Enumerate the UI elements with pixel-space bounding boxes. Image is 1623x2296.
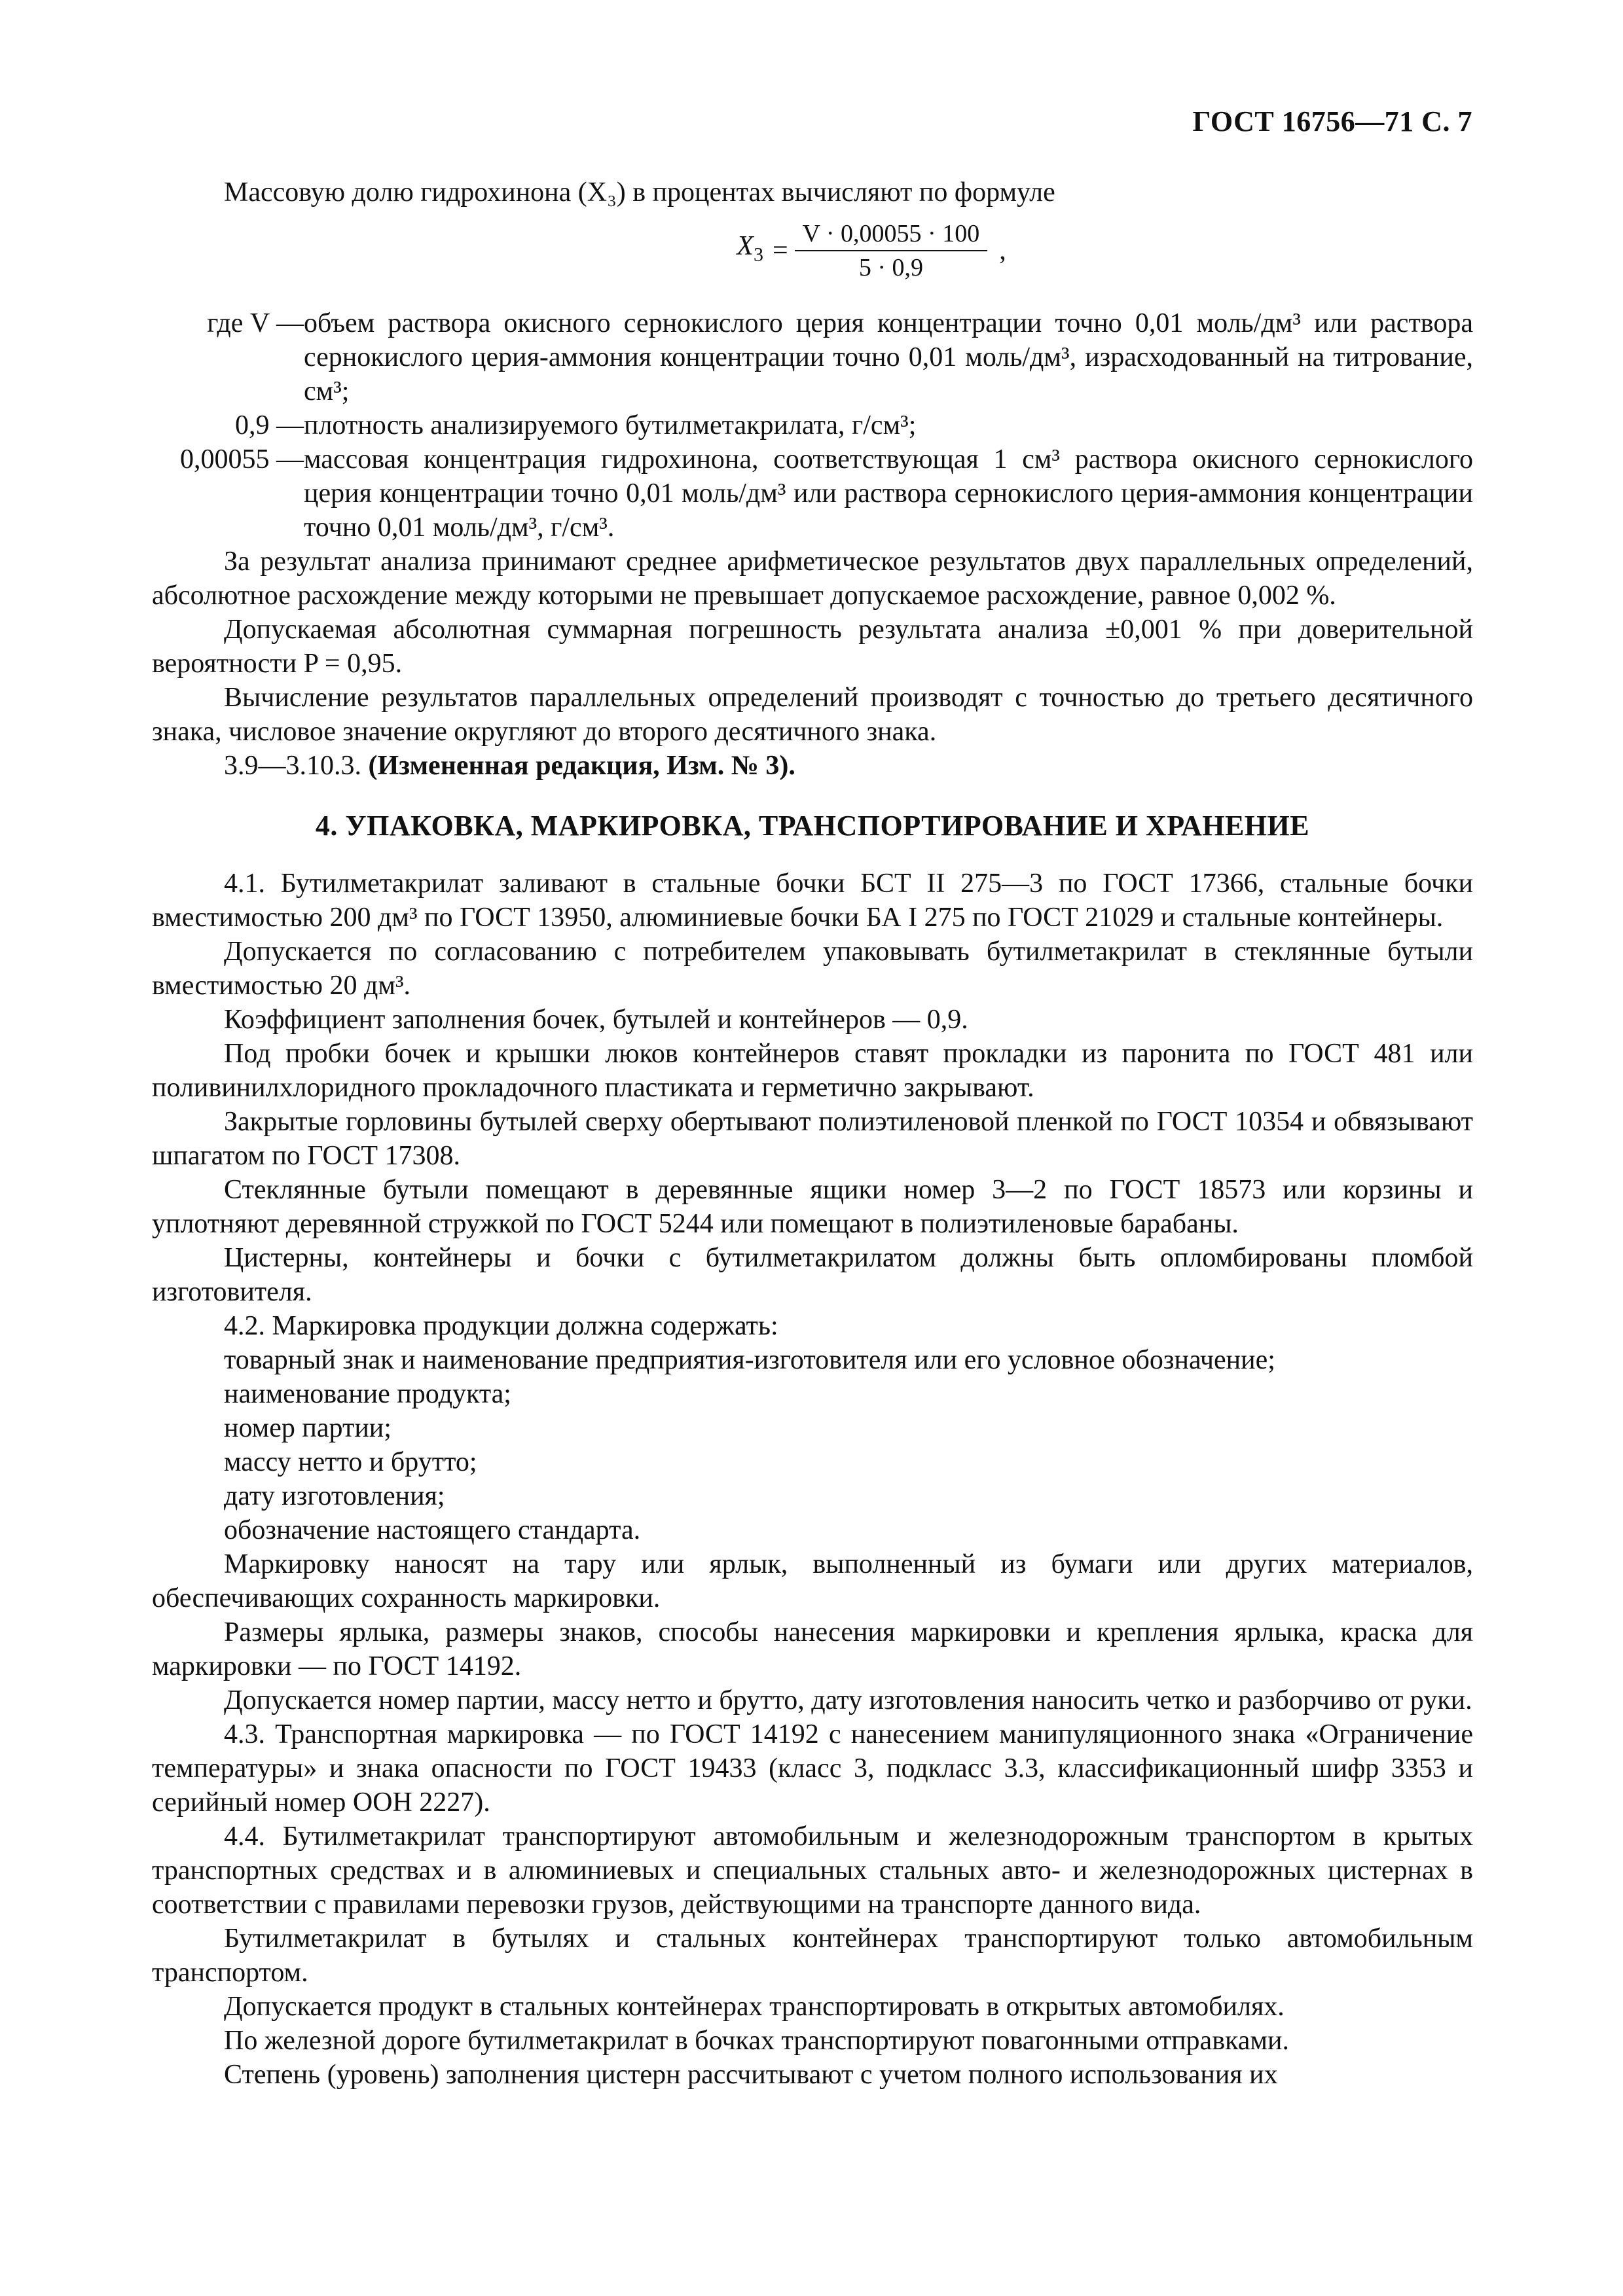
formula-trailing: , — [999, 236, 1006, 266]
paragraph: Стеклянные бутыли помещают в деревянные ящики номер 3—2 по ГОСТ 18573 или корзины и уплотняют деревянной стружкой по ГОСТ 5244 или помещают в полиэтиленовые барабаны. — [152, 1175, 1473, 1239]
paragraph: Бутилметакрилат в бутылях и стальных контейнерах транспортируют только автомобильным транспортом. — [152, 1924, 1473, 1988]
amendment-ref: 3.9—3.10.3. — [224, 751, 369, 781]
paragraph: Вычисление результатов параллельных определений производят с точностью до третьего десятичного знака, числовое значение округляют до второго десятичного знака. — [152, 683, 1473, 747]
paragraph: 4.2. Маркировка продукции должна содержать: — [224, 1311, 778, 1341]
amendment-note — [152, 749, 1473, 783]
definition-term: 0,9 — — [235, 410, 304, 440]
paragraph: Размеры ярлыка, размеры знаков, способы нанесения маркировки и крепления ярлыка, краска для маркировки — по ГОСТ 14192. — [152, 1617, 1473, 1681]
marking-list-item: номер партии; — [224, 1413, 392, 1443]
page-header: ГОСТ 16756—71 С. 7 — [1192, 105, 1472, 137]
definition-text: массовая концентрация гидрохинона, соответствующая 1 см³ раствора окисного сернокислого церия концентрации точно 0,01 моль/дм³ или раствора сернокислого церия-аммония концентрации точно 0,01 моль/дм³, г/см³. — [304, 444, 1473, 543]
paragraph: Степень (уровень) заполнения цистерн рассчитывают с учетом полного использования их — [224, 2060, 1278, 2090]
paragraph: 4.1. Бутилметакрилат заливают в стальные бочки БСТ II 275—3 по ГОСТ 17366, стальные бочки вместимостью 200 дм³ по ГОСТ 13950, алюминиевые бочки БА I 275 по ГОСТ 21029 и стальные контейнеры. — [152, 869, 1473, 933]
paragraph: Маркировку наносят на тару или ярлык, выполненный из бумаги или других материалов, обеспечивающих сохранность маркировки. — [152, 1549, 1473, 1613]
definitions-list — [152, 306, 1473, 545]
paragraph: Допускается продукт в стальных контейнерах транспортировать в открытых автомобилях. — [224, 1992, 1285, 2022]
formula — [152, 215, 1473, 287]
paragraph: Допускаемая абсолютная суммарная погрешность результата анализа ±0,001 % при доверительной вероятности P = 0,95. — [152, 615, 1473, 679]
section-title: 4. УПАКОВКА, МАРКИРОВКА, ТРАНСПОРТИРОВАНИЕ И ХРАНЕНИЕ — [315, 810, 1310, 842]
definition-text: объем раствора окисного сернокислого церия концентрации точно 0,01 моль/дм³ или раствора сернокислого церия-аммония концентрации точно 0,01 моль/дм³, израсходованный на титрование, см³; — [304, 308, 1473, 406]
marking-list-item: товарный знак и наименование предприятия-изготовителя или его условное обозначение; — [224, 1345, 1275, 1375]
marking-list-item: дату изготовления; — [224, 1481, 445, 1511]
formula-sub: 3 — [753, 243, 763, 266]
paragraph: По железной дороге бутилметакрилат в бочках транспортируют повагонными отправками. — [224, 2026, 1289, 2056]
definition-term: 0,00055 — — [180, 444, 304, 475]
paragraph: 4.3. Транспортная маркировка — по ГОСТ 14192 с нанесением манипуляционного знака «Ограничение температуры» и знака опасности по ГОСТ 19433 (класс 3, подкласс 3.3, классификационный шифр 3353 и серийный номер ООН 2227). — [152, 1719, 1473, 1818]
marking-list-item: наименование продукта; — [224, 1379, 511, 1409]
paragraph: Под пробки бочек и крышки люков контейнеров ставят прокладки из паронита по ГОСТ 481 или поливинилхлоридного прокладочного пластиката и герметично закрывают. — [152, 1039, 1473, 1103]
paragraph: Допускается по согласованию с потребителем упаковывать бутилметакрилат в стеклянные бутыли вместимостью 20 дм³. — [152, 937, 1473, 1001]
definition-item — [152, 306, 1473, 408]
formula-lhs — [737, 229, 763, 272]
formula-equals: = — [772, 236, 788, 266]
definition-item — [152, 408, 1473, 442]
amendment-text: (Измененная редакция, Изм. № 3). — [368, 751, 795, 781]
paragraph: Закрытые горловины бутылей сверху обертывают полиэтиленовой пленкой по ГОСТ 10354 и обвязывают шпагатом по ГОСТ 17308. — [152, 1107, 1473, 1171]
paragraph: 4.4. Бутилметакрилат транспортируют автомобильным и железнодорожным транспортом в крытых транспортных средствах и в алюминиевых и специальных стальных авто- и железнодорожных цистернах в соответствии с правилами перевозки грузов, действующими на транспорте данного вида. — [152, 1821, 1473, 1920]
paragraph: Допускается номер партии, массу нетто и брутто, дату изготовления наносить четко и разборчиво от руки. — [224, 1685, 1472, 1715]
definition-item — [152, 442, 1473, 545]
formula-numerator: V · 0,00055 · 100 — [795, 219, 988, 251]
paragraph: Коэффициент заполнения бочек, бутылей и контейнеров — 0,9. — [224, 1005, 968, 1035]
formula-fraction — [795, 219, 988, 283]
marking-list-item: обозначение настоящего стандарта. — [224, 1515, 641, 1545]
definition-term: где V — — [207, 308, 304, 338]
formula-intro: Массовую долю гидрохинона (X₃) в процентах вычисляют по формуле — [224, 177, 1055, 207]
formula-denominator: 5 · 0,9 — [858, 254, 923, 281]
formula-var: X — [737, 231, 754, 262]
page-content — [152, 175, 1473, 2092]
definition-text: плотность анализируемого бутилметакрилата, г/см³; — [304, 410, 917, 440]
paragraph: За результат анализа принимают среднее арифметическое результатов двух параллельных определений, абсолютное расхождение между которыми не превышает допускаемое расхождение, равное 0,002 %. — [152, 547, 1473, 611]
marking-list-item: массу нетто и брутто; — [224, 1447, 477, 1477]
paragraph: Цистерны, контейнеры и бочки с бутилметакрилатом должны быть опломбированы пломбой изготовителя. — [152, 1243, 1473, 1307]
